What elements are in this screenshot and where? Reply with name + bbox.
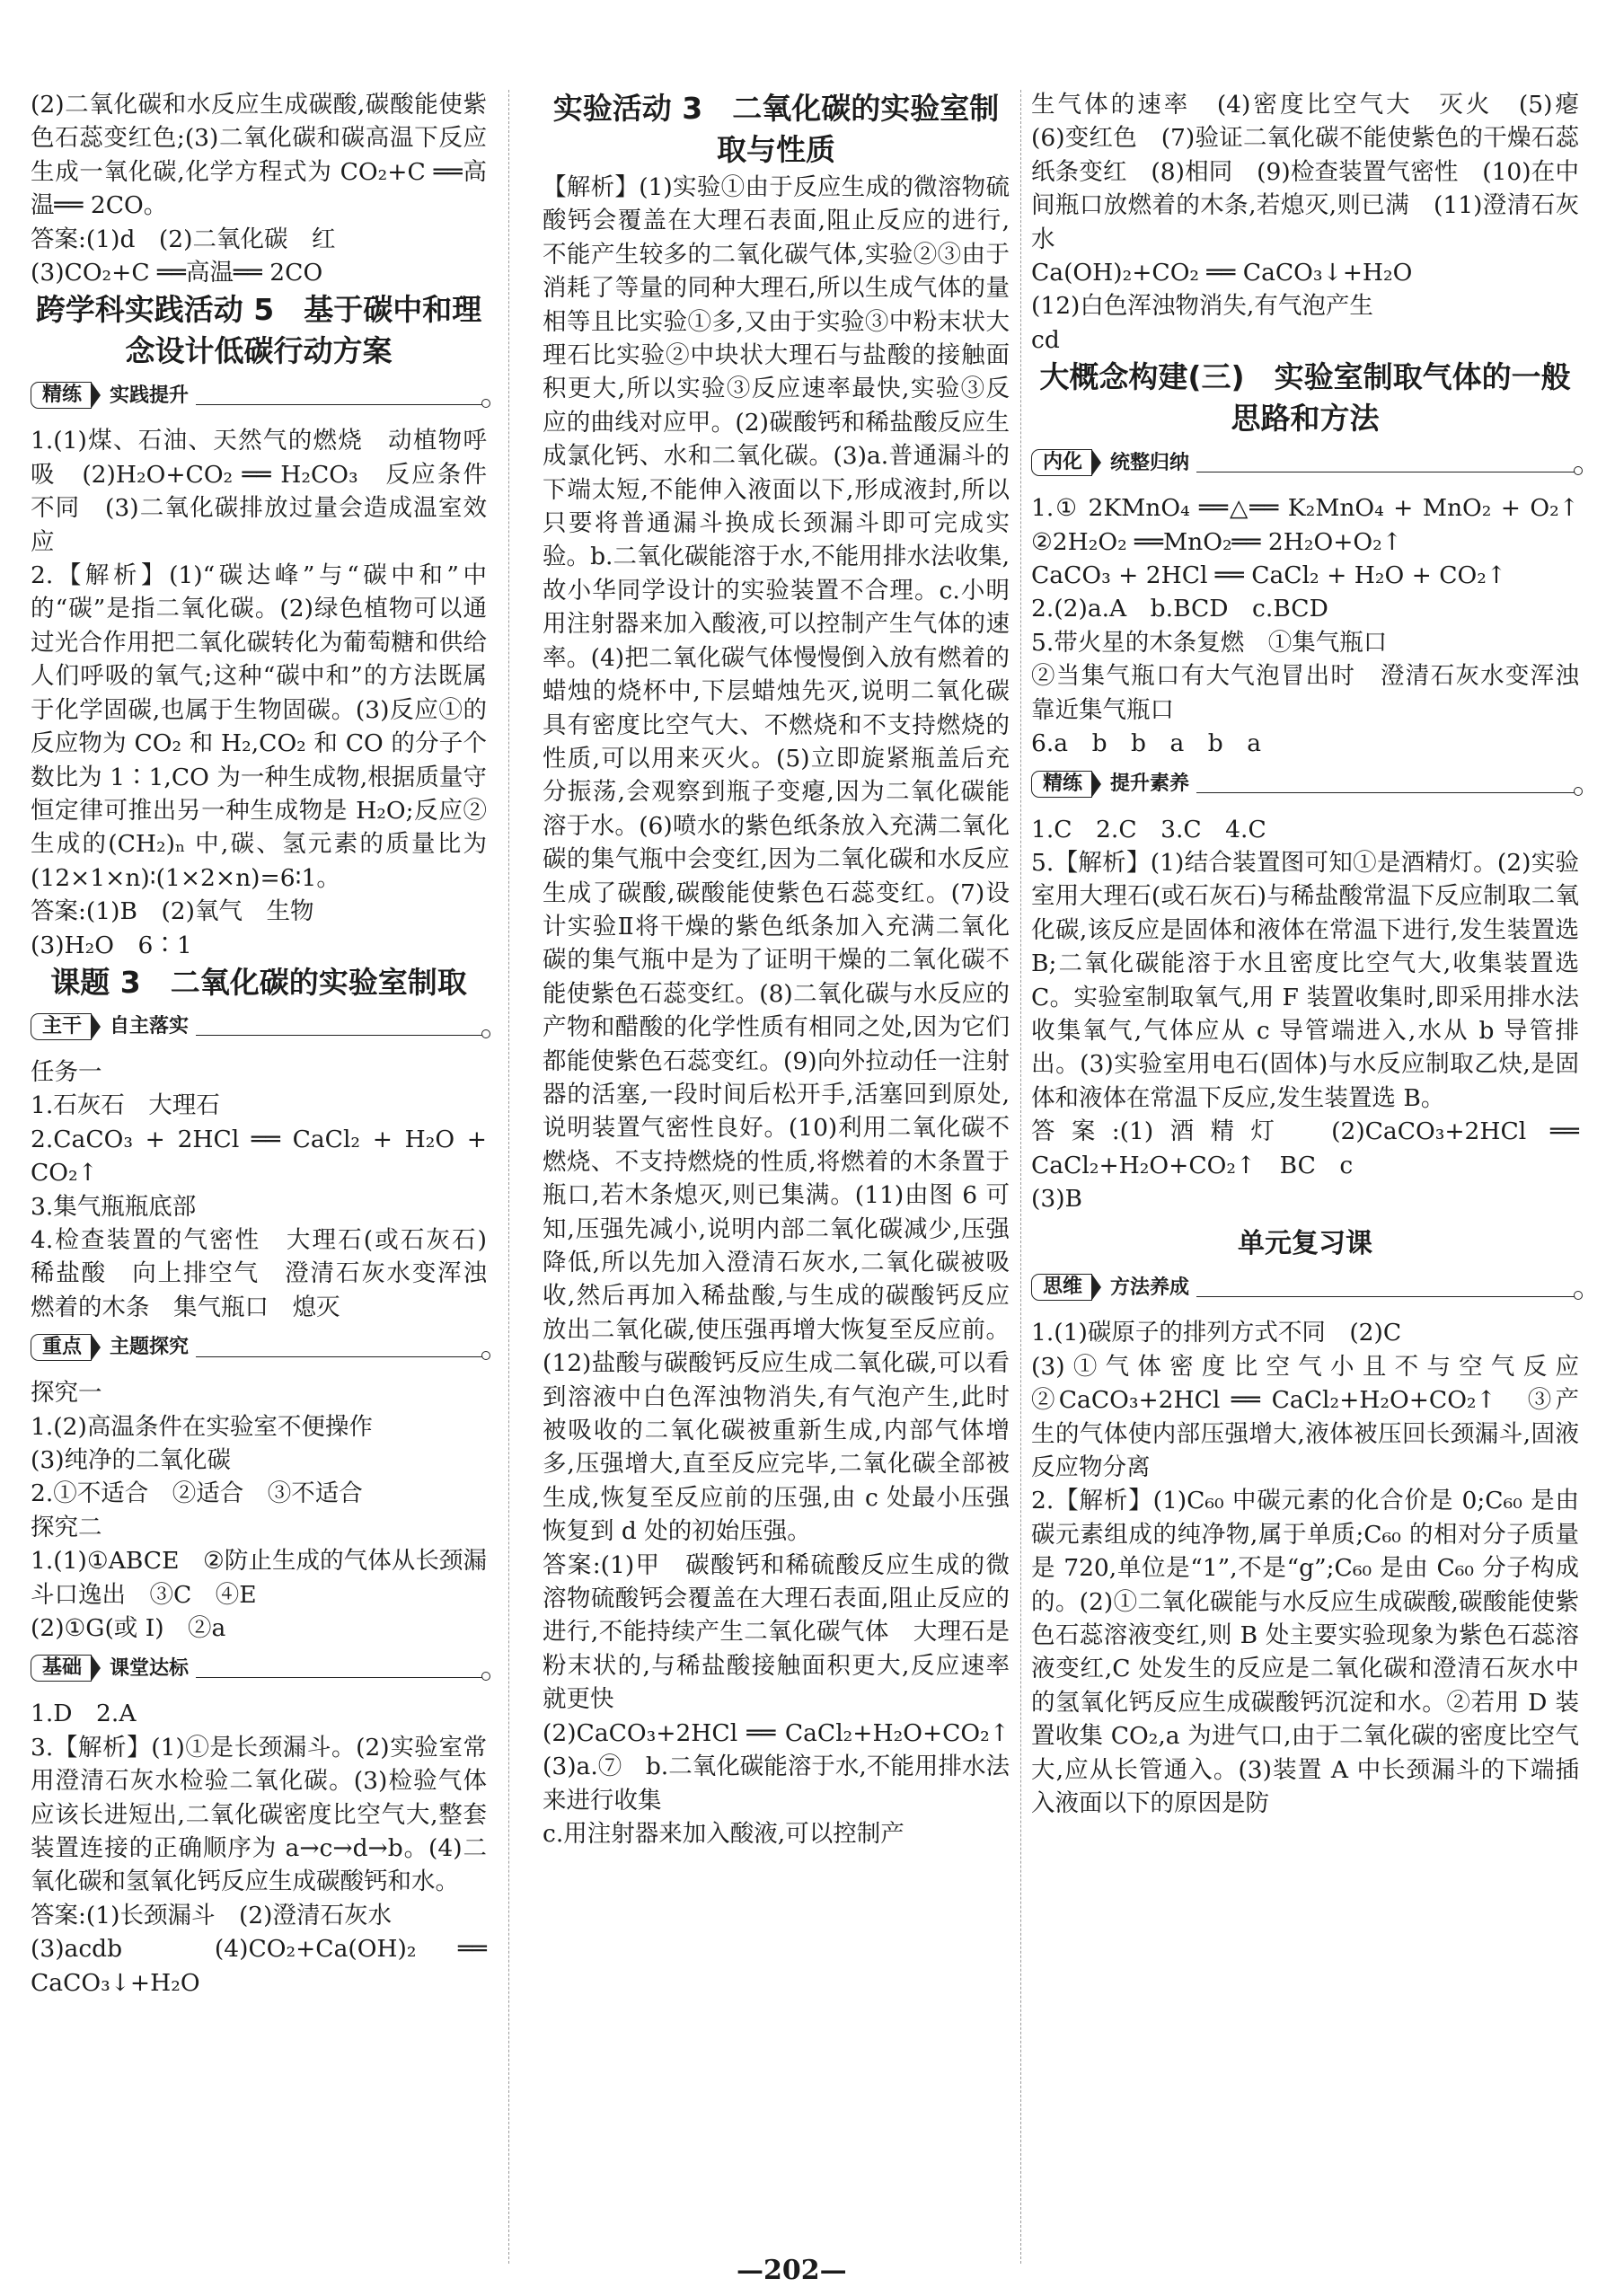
text-paragraph: 【解析】(1)实验①由于反应生成的微溶物硫酸钙会覆盖在大理石表面,阻止反应的进行,不能产生较多的二氧化碳气体,实验②③由于消耗了等量的同种大理石,所以生成气体的量相等且比实验①多,又由于实验③中粉末状大理石比实验②中块状大理石与盐酸的接触面积更大,所以实验③反应速率最快,实验③反应的曲线对应甲。(2)碳酸钙和稀盐酸反应生成氯化钙、水和二氧化碳。(3)a.普通漏斗的下端太短,不能伸入液面以下,形成液封,所以只要将普通漏斗换成长颈漏斗即可完成实验。b.二氧化碳能溶于水,不能用排水法收集,故小华同学设计的实验装置不合理。c.小明用注射器来加入酸液,可以控制产生气体的速率。(4)把二氧化碳气体慢慢倒入放有燃着的蜡烛的烧杯中,下层蜡烛先灭,说明二氧化碳具有密度比空气大、不燃烧和不支持燃烧的性质,可以用来灭火。(5)立即旋紧瓶盖后充分振荡,会观察到瓶子变瘪,因为二氧化碳能溶于水。(6)喷水的紫色纸条放入充满二氧化碳的集气瓶中会变红,因为二氧化碳和水反应生成了碳酸,碳酸能使紫色石蕊变红。(7)设计实验Ⅱ将干燥的紫色纸条加入充满二氧化碳的集气瓶中是为了证明干燥的二氧化碳不能使紫色石蕊变红。(8)二氧化碳与水反应的产物和醋酸的化学性质有相同之处,因为它们都能使紫色石蕊变红。(9)向外拉动任一注射器的活塞,一段时间后松开手,活塞回到原处,说明装置气密性良好。(10)利用二氧化碳不燃烧、不支持燃烧的性质,将燃着的木条置于瓶口,若木条熄灭,则已集满。(11)由图 6 可知,压强先减小,说明内部二氧化碳减少,压强降低,所以先加入澄清石灰水,二氧化碳被吸收,然后再加入稀盐酸,与生成的碳酸钙反应放出二氧化碳,使压强再增大恢复至反应前。(12)盐酸与碳酸钙反应生成二氧化碳,可以看到溶液中白色浑浊物消失,有气泡产生,此时被吸收的二氧化碳被重新生成,内部气体增多,压强增大,直至反应完毕,二氧化碳全部被生成,恢复至反应前的压强,由 c 处最小压强恢复到 d 处的初始压强。 xyxy=(543,173,1010,1546)
text-paragraph: 1.① 2KMnO₄ ══△══ K₂MnO₄ + MnO₂ + O₂↑ ②2H₂O₂ ══MnO₂══ 2H₂O+O₂↑ xyxy=(1031,494,1603,556)
text-paragraph: 答案:(1)甲 碳酸钙和稀硫酸反应生成的微溶物硫酸钙会覆盖在大理石表面,阻止反应的进行,不能持续产生二氧化碳气体 大理石是粉末状的,与稀盐酸接触面积更大,反应速率就更快 xyxy=(543,1550,1010,1714)
text-paragraph: 任务一 xyxy=(31,1057,102,1086)
tag-arrow-icon xyxy=(92,1656,101,1681)
tag-title: 提升素养 xyxy=(1110,772,1190,795)
tag-rule xyxy=(196,1338,487,1357)
tag-rule xyxy=(1196,774,1579,793)
section-tag xyxy=(31,1331,487,1364)
tag-label: 内化 xyxy=(1031,449,1092,476)
tag-label: 精练 xyxy=(31,382,92,409)
text-paragraph: (3)acdb (4)CO₂+Ca(OH)₂ ══ CaCO₃↓+H₂O xyxy=(31,1935,487,1997)
tag-title: 主题探究 xyxy=(110,1336,190,1359)
column-left xyxy=(31,88,511,2000)
tag-title: 统整归纳 xyxy=(1110,451,1190,474)
text-paragraph: Ca(OH)₂+CO₂ ══ CaCO₃↓+H₂O xyxy=(1031,259,1413,287)
section-heading: 跨学科实践活动 5 基于碳中和理念设计低碳行动方案 xyxy=(35,292,482,369)
tag-arrow-icon xyxy=(1092,450,1101,475)
text-paragraph: (3)H₂O 6∶1 xyxy=(31,931,192,959)
text-paragraph: 答案:(1)酒精灯 (2)CaCO₃+2HCl ══ CaCl₂+H₂O+CO₂↑ BC c xyxy=(1031,1117,1579,1179)
text-paragraph: (12)白色浑浊物消失,有气泡产生 xyxy=(1031,292,1373,321)
text-paragraph: (3)①气体密度比空气小且不与空气反应 ②CaCO₃+2HCl ══ CaCl₂+H₂O+CO₂↑ ③产生的气体使内部压强增大,液体被压回长颈漏斗,固液反应物分离 xyxy=(1031,1352,1603,1481)
column-middle xyxy=(543,88,1034,1850)
section-heading: 大概念构建(三) 实验室制取气体的一般思路和方法 xyxy=(1039,359,1571,437)
text-paragraph: 答案:(1)B (2)氧气 生物 xyxy=(31,897,314,926)
tag-rule xyxy=(1196,1278,1579,1297)
text-paragraph: 1.(1)碳原子的排列方式不同 (2)C xyxy=(1031,1319,1402,1347)
text-paragraph: 1.(1)煤、石油、天然气的燃烧 动植物呼吸 (2)H₂O+CO₂ ══ H₂CO₃ 反应条件不同 (3)二氧化碳排放过量会造成温室效应 xyxy=(31,427,487,556)
text-paragraph: 1.(2)高温条件在实验室不便操作 xyxy=(31,1412,373,1441)
text-paragraph: 3.【解析】(1)①是长颈漏斗。(2)实验室常用澄清石灰水检验二氧化碳。(3)检验气体应该长进短出,二氧化碳密度比空气大,整套装置连接的正确顺序为 a→c→d→b。(4)二氧化碳和氢氧化钙反应生成碳酸钙和水。 xyxy=(31,1733,487,1896)
column-divider xyxy=(1020,90,1021,2264)
tag-arrow-icon xyxy=(1092,1275,1101,1300)
tag-title: 课堂达标 xyxy=(110,1656,190,1680)
text-paragraph: 2.【解析】(1)“碳达峰”与“碳中和”中的“碳”是指二氧化碳。(2)绿色植物可以通过光合作用把二氧化碳转化为葡萄糖和供给人们呼吸的氧气;这种“碳中和”的方法既属于化学固碳,也属于生物固碳。(3)反应①的反应物为 CO₂ 和 H₂,CO₂ 和 CO 的分子个数比为 1∶1,CO 为一种生成物,根据质量守恒定律可推出另一种生成物是 H₂O;反应②生成的(CH₂)ₙ 中,碳、氢元素的质量比为(12×1×n)∶(1×2×n)=6∶1。 xyxy=(31,561,487,892)
tag-rule xyxy=(196,1017,487,1036)
text-paragraph: 3.集气瓶瓶底部 xyxy=(31,1192,197,1221)
section-tag xyxy=(31,379,487,411)
tag-label: 重点 xyxy=(31,1334,92,1361)
text-paragraph: 探究一 xyxy=(31,1379,102,1408)
tag-rule xyxy=(1196,454,1579,472)
text-paragraph: (2)CaCO₃+2HCl ══ CaCl₂+H₂O+CO₂↑ (3)a.⑦ b.二氧化碳能溶于水,不能用排水法来进行收集 xyxy=(543,1718,1034,1815)
tag-arrow-icon xyxy=(92,1335,101,1360)
section-tag xyxy=(31,1011,487,1043)
text-paragraph: (2)①G(或 I) ②a xyxy=(31,1614,226,1643)
text-paragraph: cd xyxy=(1031,325,1060,354)
tag-title: 实践提升 xyxy=(110,384,190,407)
tag-rule xyxy=(196,386,487,405)
tag-label: 思维 xyxy=(1031,1274,1092,1301)
text-paragraph: (3)B xyxy=(1031,1184,1083,1213)
text-paragraph: 答案:(1)长颈漏斗 (2)澄清石灰水 xyxy=(31,1901,393,1930)
section-tag xyxy=(1031,768,1579,800)
tag-rule xyxy=(196,1659,487,1678)
text-paragraph: 2.①不适合 ②适合 ③不适合 xyxy=(31,1479,363,1508)
tag-title: 自主落实 xyxy=(110,1015,190,1038)
section-tag xyxy=(1031,1271,1579,1303)
text-paragraph: 5.带火星的木条复燃 ①集气瓶口 xyxy=(1031,628,1388,657)
text-paragraph: 2.【解析】(1)C₆₀ 中碳元素的化合价是 0;C₆₀ 是由碳元素组成的纯净物,属于单质;C₆₀ 的相对分子质量是 720,单位是“1”,不是“g”;C₆₀ 是由 C₆₀ 分子构成的。(2)①二氧化碳能与水反应生成碳酸,碳酸能使紫色石蕊溶液变红,则 B 处主要实验现象为紫色石蕊溶液变红,C 处发生的反应是二氧化碳和澄清石灰水中的氢氧化钙反应生成碳酸钙沉淀和水。②若用 D 装置收集 CO₂,a 为进气口,由于二氧化碳的密度比空气大,应从长管通入。(3)装置 A 中长颈漏斗的下端插入液面以下的原因是防 xyxy=(1031,1487,1579,1818)
text-paragraph: 探究二 xyxy=(31,1513,102,1541)
text-paragraph: 5.【解析】(1)结合装置图可知①是酒精灯。(2)实验室用大理石(或石灰石)与稀盐酸常温下反应制取二氧化碳,该反应是固体和液体在常温下进行,发生装置选 B;二氧化碳能溶于水且密度比空气大,收集装置选 C。实验室制取氧气,用 F 装置收集时,即采用排水法收集氧气,气体应从 c 导管端进入,水从 b 导管排出。(3)实验室用电石(固体)与水反应制取乙炔,是固体和液体在常温下反应,发生装置选 B。 xyxy=(1031,848,1579,1112)
section-tag xyxy=(31,1652,487,1684)
text-paragraph: 2.CaCO₃ + 2HCl ══ CaCl₂ + H₂O + CO₂↑ xyxy=(31,1125,487,1188)
text-paragraph: 1.D 2.A xyxy=(31,1700,137,1728)
text-paragraph: (3)纯净的二氧化碳 xyxy=(31,1446,232,1474)
tag-arrow-icon xyxy=(92,1014,101,1039)
section-heading: 课题 3 二氧化碳的实验室制取 xyxy=(50,964,467,1000)
text-paragraph: 1.(1)①ABCE ②防止生成的气体从长颈漏斗口逸出 ③C ④E xyxy=(31,1547,487,1609)
tag-arrow-icon xyxy=(92,383,101,408)
page-number: —202— xyxy=(737,2255,847,2286)
text-paragraph: 1.C 2.C 3.C 4.C xyxy=(1031,815,1266,843)
text-paragraph: (3)CO₂+C ══高温══ 2CO xyxy=(31,259,323,287)
text-paragraph: CaCO₃ + 2HCl ══ CaCl₂ + H₂O + CO₂↑ xyxy=(1031,561,1507,590)
tag-label: 基础 xyxy=(31,1655,92,1682)
section-heading: 单元复习课 xyxy=(1238,1228,1372,1260)
text-paragraph: ②当集气瓶口有大气泡冒出时 澄清石灰水变浑浊 靠近集气瓶口 xyxy=(1031,662,1603,724)
section-tag xyxy=(1031,446,1579,479)
text-paragraph: (2)二氧化碳和水反应生成碳酸,碳酸能使紫色石蕊变红色;(3)二氧化碳和碳高温下反应生成一氧化碳,化学方程式为 CO₂+C ══高温══ 2CO。 xyxy=(31,91,487,220)
tag-arrow-icon xyxy=(1092,772,1101,797)
section-heading: 实验活动 3 二氧化碳的实验室制取与性质 xyxy=(552,91,1000,167)
text-paragraph: c.用注射器来加入酸液,可以控制产 xyxy=(543,1819,904,1848)
text-paragraph: 答案:(1)d (2)二氧化碳 红 xyxy=(31,225,336,253)
column-right xyxy=(1031,88,1603,1820)
text-paragraph: 生气体的速率 (4)密度比空气大 灭火 (5)瘪 (6)变红色 (7)验证二氧化碳不能使紫色的干燥石蕊纸条变红 (8)相同 (9)检查装置气密性 (10)在中间瓶口放燃着的木条,若熄灭,则已满 (11)澄清石灰水 xyxy=(1031,91,1603,253)
tag-title: 方法养成 xyxy=(1110,1276,1190,1299)
text-paragraph: 4.检查装置的气密性 大理石(或石灰石) 稀盐酸 向上排空气 澄清石灰水变浑浊 燃着的木条 集气瓶口 熄灭 xyxy=(31,1225,511,1321)
text-paragraph: 2.(2)a.A b.BCD c.BCD xyxy=(1031,595,1328,623)
text-paragraph: 1.石灰石 大理石 xyxy=(31,1091,220,1120)
tag-label: 主干 xyxy=(31,1013,92,1040)
text-paragraph: 6.a b b a b a xyxy=(1031,729,1262,758)
tag-label: 精练 xyxy=(1031,771,1092,798)
column-divider xyxy=(508,90,509,2264)
